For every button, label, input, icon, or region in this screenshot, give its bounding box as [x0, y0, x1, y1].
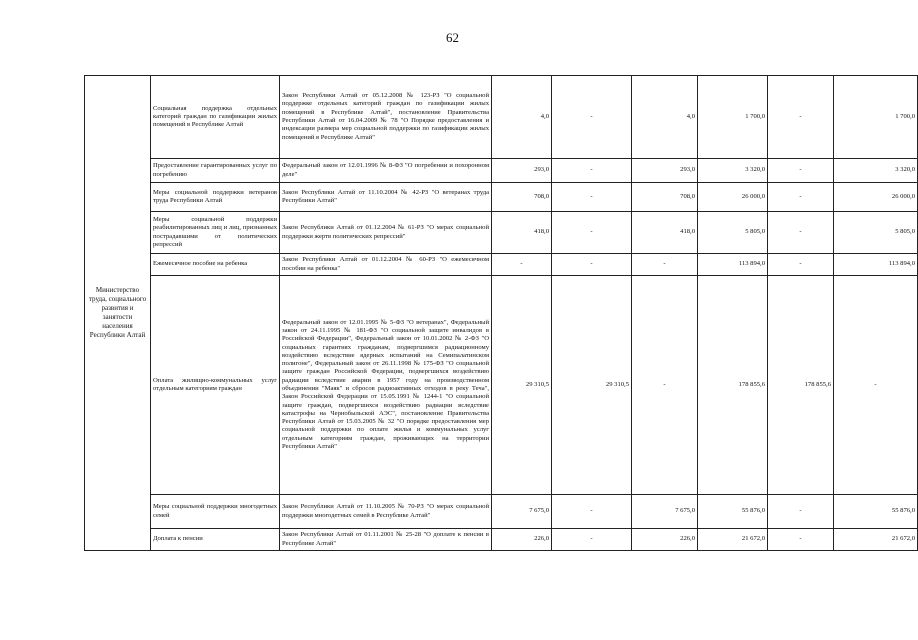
amount-cell: - — [768, 529, 834, 551]
law-cell: Закон Республики Алтай от 11.10.2004 № 42-РЗ "О ветеранах труда Республики Алтай" — [280, 183, 492, 212]
table-row — [85, 159, 918, 183]
amount-cell: - — [492, 254, 552, 276]
measure-cell: Предоставление гарантированных услуг по погребению — [151, 159, 280, 183]
table-row — [85, 212, 918, 254]
amount-cell: 178 855,6 — [768, 276, 834, 495]
amount-cell: 708,0 — [632, 183, 698, 212]
amount-cell: - — [834, 276, 918, 495]
amount-cell: - — [632, 276, 698, 495]
amount-cell: 55 876,0 — [834, 495, 918, 529]
law-cell: Федеральный закон от 12.01.1996 № 8-ФЗ "О погребении и похоронном деле" — [280, 159, 492, 183]
law-cell: Закон Республики Алтай от 01.11.2001 № 25-28 "О доплате к пенсии в Республике Алтай" — [280, 529, 492, 551]
table-row — [85, 276, 918, 495]
amount-cell: 7 675,0 — [632, 495, 698, 529]
amount-cell: 226,0 — [492, 529, 552, 551]
page-number: 62 — [446, 30, 459, 45]
amount-cell: 293,0 — [492, 159, 552, 183]
amount-cell: 4,0 — [492, 76, 552, 159]
table-row — [85, 495, 918, 529]
amount-cell: - — [768, 495, 834, 529]
amount-cell: 3 320,0 — [698, 159, 768, 183]
amount-cell: 26 000,0 — [834, 183, 918, 212]
amount-cell: - — [552, 529, 632, 551]
amount-cell: - — [552, 183, 632, 212]
amount-cell: 226,0 — [632, 529, 698, 551]
law-cell: Закон Республики Алтай от 11.10.2005 № 70-РЗ "О мерах социальной поддержки многодетных семей в Республике Алтай" — [280, 495, 492, 529]
table-row — [85, 76, 918, 159]
measure-cell: Меры социальной поддержки многодетных семей — [151, 495, 280, 529]
amount-cell: 113 894,0 — [698, 254, 768, 276]
amount-cell: 5 805,0 — [698, 212, 768, 254]
amount-cell: - — [768, 183, 834, 212]
amount-cell: 1 700,0 — [834, 76, 918, 159]
amount-cell: - — [768, 212, 834, 254]
measure-cell: Меры социальной поддержки реабилитированных лиц и лиц, признанных пострадавшими от политических репрессий — [151, 212, 280, 254]
law-cell: Закон Республики Алтай от 01.12.2004 № 61-РЗ "О мерах социальной поддержки жертв политических репрессий" — [280, 212, 492, 254]
amount-cell: 418,0 — [632, 212, 698, 254]
amount-cell: 21 672,0 — [834, 529, 918, 551]
amount-cell: 113 894,0 — [834, 254, 918, 276]
measure-cell: Меры социальной поддержки ветеранов труда Республики Алтай — [151, 183, 280, 212]
amount-cell: 293,0 — [632, 159, 698, 183]
amount-cell: - — [552, 76, 632, 159]
amount-cell: 5 805,0 — [834, 212, 918, 254]
amount-cell: - — [552, 495, 632, 529]
table-row — [85, 529, 918, 551]
amount-cell: 21 672,0 — [698, 529, 768, 551]
measure-cell: Доплата к пенсии — [151, 529, 280, 551]
law-cell: Федеральный закон от 12.01.1995 № 5-ФЗ "О ветеранах", Федеральный закон от 24.11.1995 № 181-ФЗ "О социальной защите инвалидов в Российской Федерации", Федеральный закон от 10.01.2002 № 2-ФЗ "О социальных гарантиях гражданам, подвергшимся радиационному воздействию вследствие ядерных испытаний на Семипалатинском полигоне", Федеральный закон от 26.11.1998 № 175-ФЗ "О социальной защите граждан Российской Федерации, подвергшихся воздействию радиации вследствие аварии в 1957 году на производственном объединении "Маяк" и сбросов радиоактивных отходов в реку Теча", Закон Российской Федерации от 15.05.1991 № 1244-1 "О социальной защите граждан, подвергшихся воздействию радиации вследствие катастрофы на Чернобыльской АЭС", постановление Правительства Республики Алтай от 15.03.2005 № 32 "О порядке предоставления мер социальной поддержки по оплате жилья и коммунальных услуг отдельным категориям граждан, проживающих на территории Республики Алтай" — [280, 276, 492, 495]
amount-cell: 708,0 — [492, 183, 552, 212]
measure-cell: Ежемесячное пособие на ребенка — [151, 254, 280, 276]
measure-cell: Оплата жилищно-коммунальных услуг отдельным категориям граждан — [151, 276, 280, 495]
amount-cell: - — [552, 159, 632, 183]
amount-cell: - — [768, 159, 834, 183]
budget-table — [84, 75, 918, 551]
amount-cell: - — [632, 254, 698, 276]
amount-cell: - — [768, 76, 834, 159]
amount-cell: 29 310,5 — [552, 276, 632, 495]
table-row — [85, 254, 918, 276]
amount-cell: 4,0 — [632, 76, 698, 159]
amount-cell: 1 700,0 — [698, 76, 768, 159]
amount-cell: 418,0 — [492, 212, 552, 254]
amount-cell: 7 675,0 — [492, 495, 552, 529]
law-cell: Закон Республики Алтай от 05.12.2008 № 123-РЗ "О социальной поддержке отдельных категорий граждан по газификации жилых помещений в Республике Алтай", постановление Правительства Республики Алтай от 16.04.2009 № 78 "О Порядке предоставления и индексации размера мер социальной поддержки по газификации жилых помещений в Республике Алтай" — [280, 76, 492, 159]
amount-cell: 178 855,6 — [698, 276, 768, 495]
law-cell: Закон Республики Алтай от 01.12.2004 № 60-РЗ "О ежемесячном пособии на ребенка" — [280, 254, 492, 276]
amount-cell: 55 876,0 — [698, 495, 768, 529]
amount-cell: - — [552, 254, 632, 276]
amount-cell: - — [552, 212, 632, 254]
amount-cell: 3 320,0 — [834, 159, 918, 183]
ministry-cell: Министерство труда, социального развития и занятости населения Республики Алтай — [85, 76, 151, 551]
amount-cell: 29 310,5 — [492, 276, 552, 495]
amount-cell: - — [768, 254, 834, 276]
table-row — [85, 183, 918, 212]
amount-cell: 26 000,0 — [698, 183, 768, 212]
measure-cell: Социальная поддержка отдельных категорий граждан по газификации жилых помещений в Республике Алтай — [151, 76, 280, 159]
